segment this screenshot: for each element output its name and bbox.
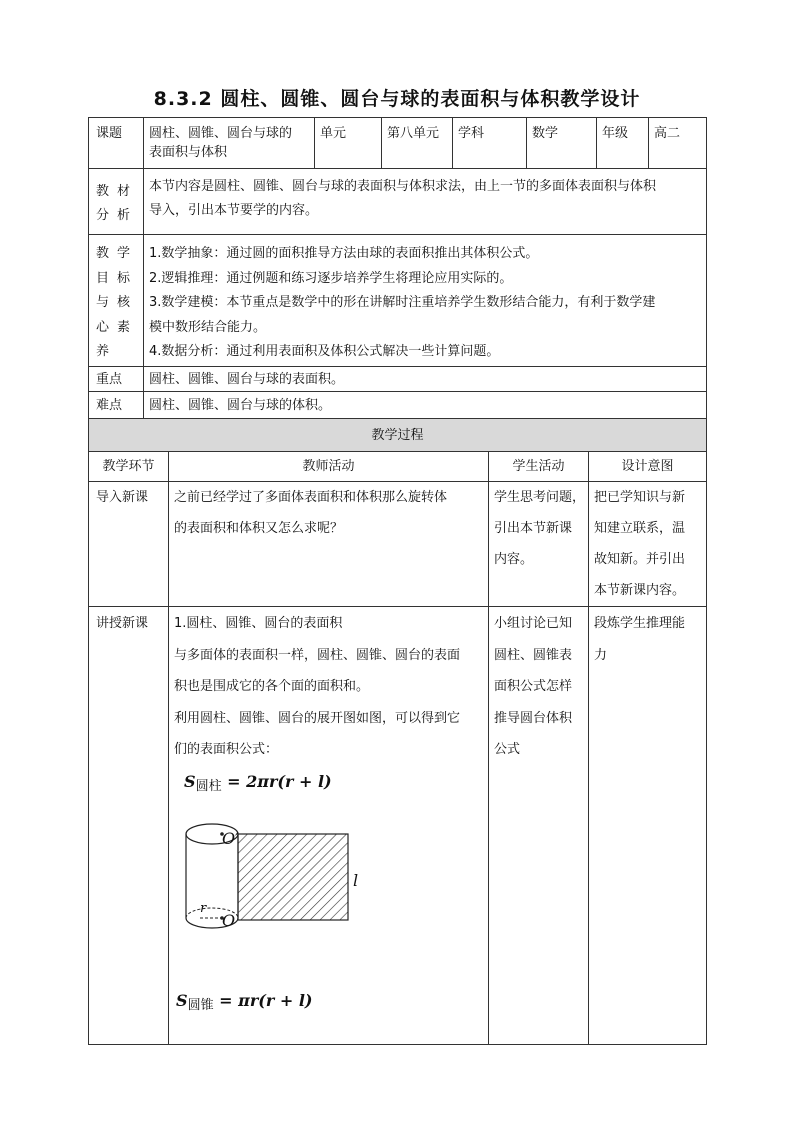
analysis-text: 本节内容是圆柱、圆锥、圆台与球的表面积与体积求法，由上一节的多面体表面积与体积 导入，引出本节要学的内容。 bbox=[149, 179, 657, 218]
key-point-value: 圆柱、圆锥、圆台与球的表面积。 bbox=[149, 372, 345, 387]
danyuan-value: 第八单元 bbox=[387, 126, 440, 141]
goals-label: 教 学 目 标 与 核 心 素 养 bbox=[96, 246, 130, 359]
label-bottom-o: O bbox=[222, 911, 236, 930]
analysis-label: 教 材 分 析 bbox=[96, 184, 130, 223]
difficulty-label: 难点 bbox=[96, 398, 123, 413]
goals-list bbox=[149, 242, 705, 365]
goal-item: 1.数学抽象：通过圆的面积推导方法由球的表面积推出其体积公式。 bbox=[149, 246, 539, 261]
new-intent: 段炼学生推理能 力 bbox=[594, 616, 686, 663]
new-student: 小组讨论已知 圆柱、圆锥表 面积公式怎样 推导圆台体积 公式 bbox=[494, 616, 573, 757]
keti-value-line1: 圆柱、圆锥、圆台与球的 bbox=[149, 126, 293, 141]
process-header: 教学过程 bbox=[371, 428, 424, 443]
formula-cylinder: S圆柱 = 2πr(r + l) bbox=[184, 772, 332, 794]
label-l: l bbox=[353, 871, 359, 890]
danyuan-label: 单元 bbox=[320, 126, 347, 141]
nianji-label: 年级 bbox=[602, 126, 629, 141]
intro-student: 学生思考问题， 引出本节新课 内容。 bbox=[494, 490, 586, 567]
goal-item: 模中数形结合能力。 bbox=[149, 319, 267, 335]
label-r: r bbox=[200, 901, 207, 916]
nianji-value: 高二 bbox=[654, 126, 681, 141]
intro-intent: 把已学知识与新 知建立联系，温 故知新。并引出 本节新课内容。 bbox=[594, 490, 686, 598]
keti-value-line2: 表面积与体积 bbox=[149, 145, 228, 160]
goal-item: 2.逻辑推理：通过例题和练习逐步培养学生将理论应用实际的。 bbox=[149, 270, 513, 286]
goal-item: 3.数学建模：本节重点是数学中的形在讲解时注重培养学生数形结合能力，有利于数学建 bbox=[149, 295, 656, 310]
label-top-o: O′ bbox=[222, 829, 239, 848]
column-header-stage: 教学环节 bbox=[102, 459, 155, 474]
column-header-teacher: 教师活动 bbox=[302, 459, 355, 474]
new-stage: 讲授新课 bbox=[96, 616, 149, 631]
column-header-intent: 设计意图 bbox=[621, 459, 674, 474]
new-teacher: 1.圆柱、圆锥、圆台的表面积 与多面体的表面积一样，圆柱、圆锥、圆台的表面 积也是围成它的各个面的面积和。 利用圆柱、圆锥、圆台的展开图如图，可以得到它 们的表面积公式： bbox=[174, 616, 461, 757]
intro-stage: 导入新课 bbox=[96, 490, 149, 505]
formula-cone: S圆锥 = πr(r + l) bbox=[176, 991, 313, 1013]
difficulty-value: 圆柱、圆锥、圆台与球的体积。 bbox=[149, 398, 332, 413]
lateral-rectangle bbox=[238, 834, 348, 920]
page-title: 8.3.2 圆柱、圆锥、圆台与球的表面积与体积教学设计 bbox=[153, 88, 641, 110]
column-header-student: 学生活动 bbox=[512, 459, 565, 474]
xueke-value: 数学 bbox=[532, 126, 559, 141]
keti-value bbox=[149, 124, 314, 162]
xueke-label: 学科 bbox=[458, 126, 485, 141]
key-point-label: 重点 bbox=[96, 372, 123, 387]
cylinder-net-figure bbox=[178, 814, 368, 944]
intro-teacher: 之前已经学过了多面体表面积和体积那么旋转体 的表面积和体积又怎么求呢？ bbox=[174, 490, 448, 536]
keti-label: 课题 bbox=[96, 126, 123, 141]
goal-item: 4.数据分析：通过利用表面积及体积公式解决一些计算问题。 bbox=[149, 344, 500, 359]
